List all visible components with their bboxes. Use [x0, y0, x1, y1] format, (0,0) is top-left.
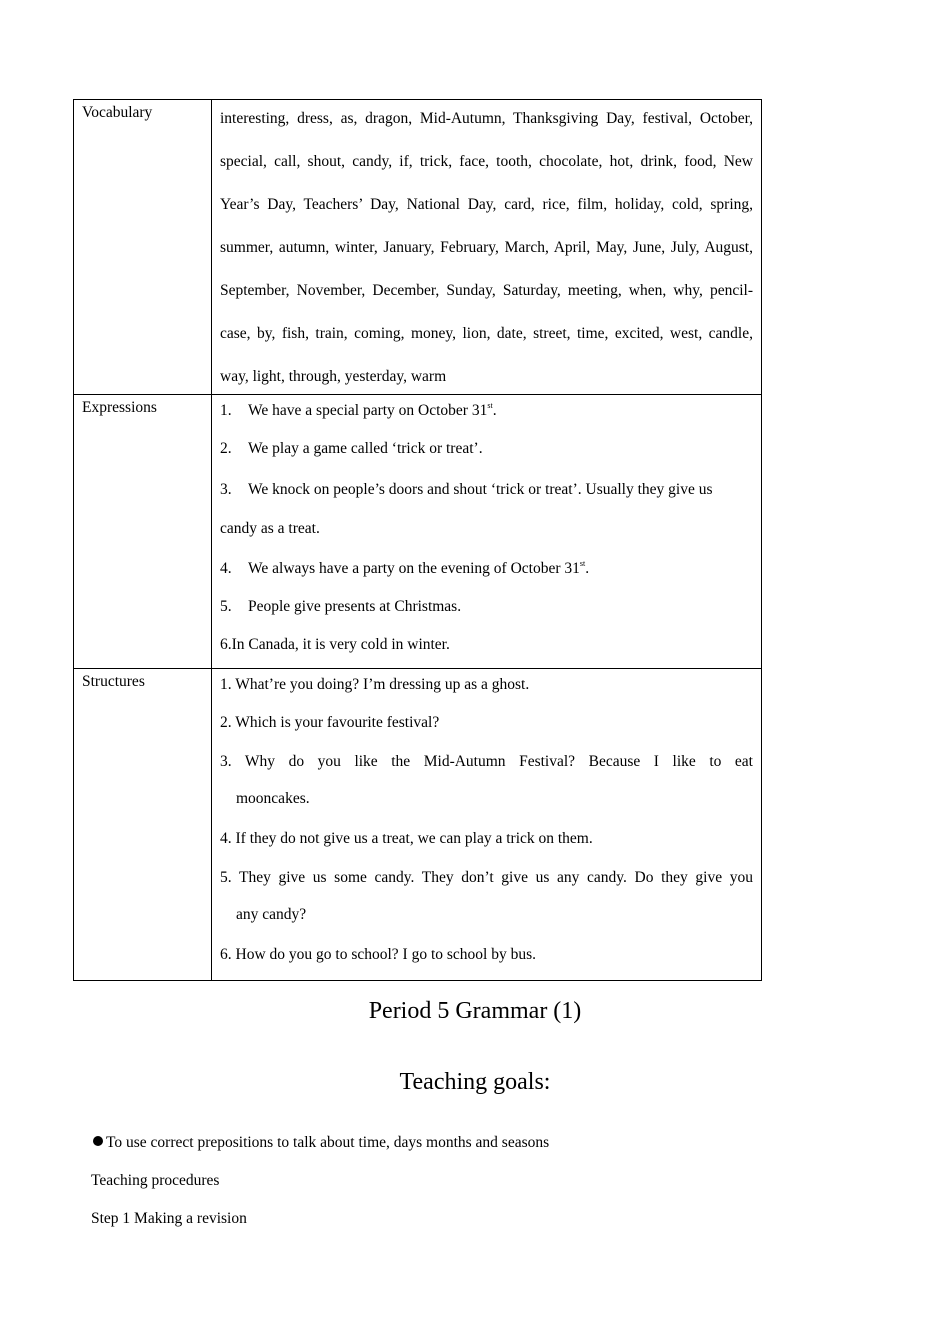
expression-item: 6.In Canada, it is very cold in winter. — [220, 636, 450, 653]
expression-text: We knock on people’s doors and shout ‘trick or treat’. Usually they give us — [248, 481, 713, 498]
expression-item — [220, 430, 753, 468]
list-number: 2. — [220, 440, 232, 457]
vocabulary-label: Vocabulary — [74, 100, 212, 395]
vocabulary-text: interesting, dress, as, dragon, Mid-Autumn, Thanksgiving Day, festival, October, special, call, shout, candy, if, trick, face, tooth, chocolate, hot, drink, food, New Year’s Day, Teachers’ Day, National Day, card, rice, film, holiday, cold, spring, summer, autumn, winter, January, February, March, April, May, June, July, August, September, November, December, Sunday, Saturday, meeting, when, why, pencil-case, by, fish, train, coming, money, lion, date, street, time, excited, west, candle, way, light, through, yesterday, warm — [220, 110, 753, 385]
bullet-icon — [93, 1136, 103, 1146]
structures-cell — [212, 669, 762, 981]
expression-continuation: candy as a treat. — [220, 520, 320, 537]
structure-item: 4. If they do not give us a treat, we can play a trick on them. — [220, 830, 593, 847]
ordinal-suffix: st — [579, 559, 586, 568]
vocabulary-row — [74, 100, 762, 395]
expressions-row — [74, 395, 762, 669]
structure-continuation: mooncakes. — [236, 790, 310, 807]
expression-end: . — [585, 560, 590, 577]
structures-row — [74, 669, 762, 981]
goal-item — [91, 1134, 549, 1152]
expression-text: We have a special party on October 31 — [248, 402, 488, 419]
period-title: Period 5 Grammar (1) — [368, 998, 582, 1024]
list-number: 5. — [220, 598, 232, 615]
expressions-cell — [212, 395, 762, 669]
structures-label: Structures — [74, 669, 212, 981]
structure-item: 1. What’re you doing? I’m dressing up as a ghost. — [220, 676, 530, 693]
vocabulary-cell — [212, 100, 762, 395]
list-number: 1. — [220, 402, 232, 419]
structure-item: 5. They give us some candy. They don’t give us any candy. Do they give you — [220, 869, 753, 886]
teaching-goals-heading: Teaching goals: — [399, 1069, 551, 1095]
list-number: 4. — [220, 560, 232, 577]
list-number: 3. — [220, 481, 232, 498]
expression-text: We always have a party on the evening of October 31 — [248, 560, 580, 577]
expression-item — [220, 392, 753, 430]
expression-text: People give presents at Christmas. — [248, 598, 462, 615]
structure-continuation: any candy? — [236, 906, 307, 923]
structure-item: 3. Why do you like the Mid-Autumn Festival? Because I like to eat — [220, 753, 753, 770]
structure-item: 6. How do you go to school? I go to school by bus. — [220, 946, 537, 963]
teaching-procedures-heading: Teaching procedures — [91, 1172, 220, 1189]
expressions-label: Expressions — [74, 395, 212, 669]
step-heading: Step 1 Making a revision — [91, 1210, 247, 1227]
ordinal-suffix: st — [487, 401, 493, 410]
expression-item — [220, 550, 753, 588]
expression-item — [220, 468, 753, 511]
goal-text: To use correct prepositions to talk about time, days months and seasons — [106, 1134, 550, 1151]
structure-item: 2. Which is your favourite festival? — [220, 714, 440, 731]
lesson-content-table — [73, 99, 762, 981]
expression-item — [220, 588, 753, 626]
expression-end: . — [492, 402, 497, 419]
expression-text: We play a game called ‘trick or treat’. — [248, 440, 483, 457]
